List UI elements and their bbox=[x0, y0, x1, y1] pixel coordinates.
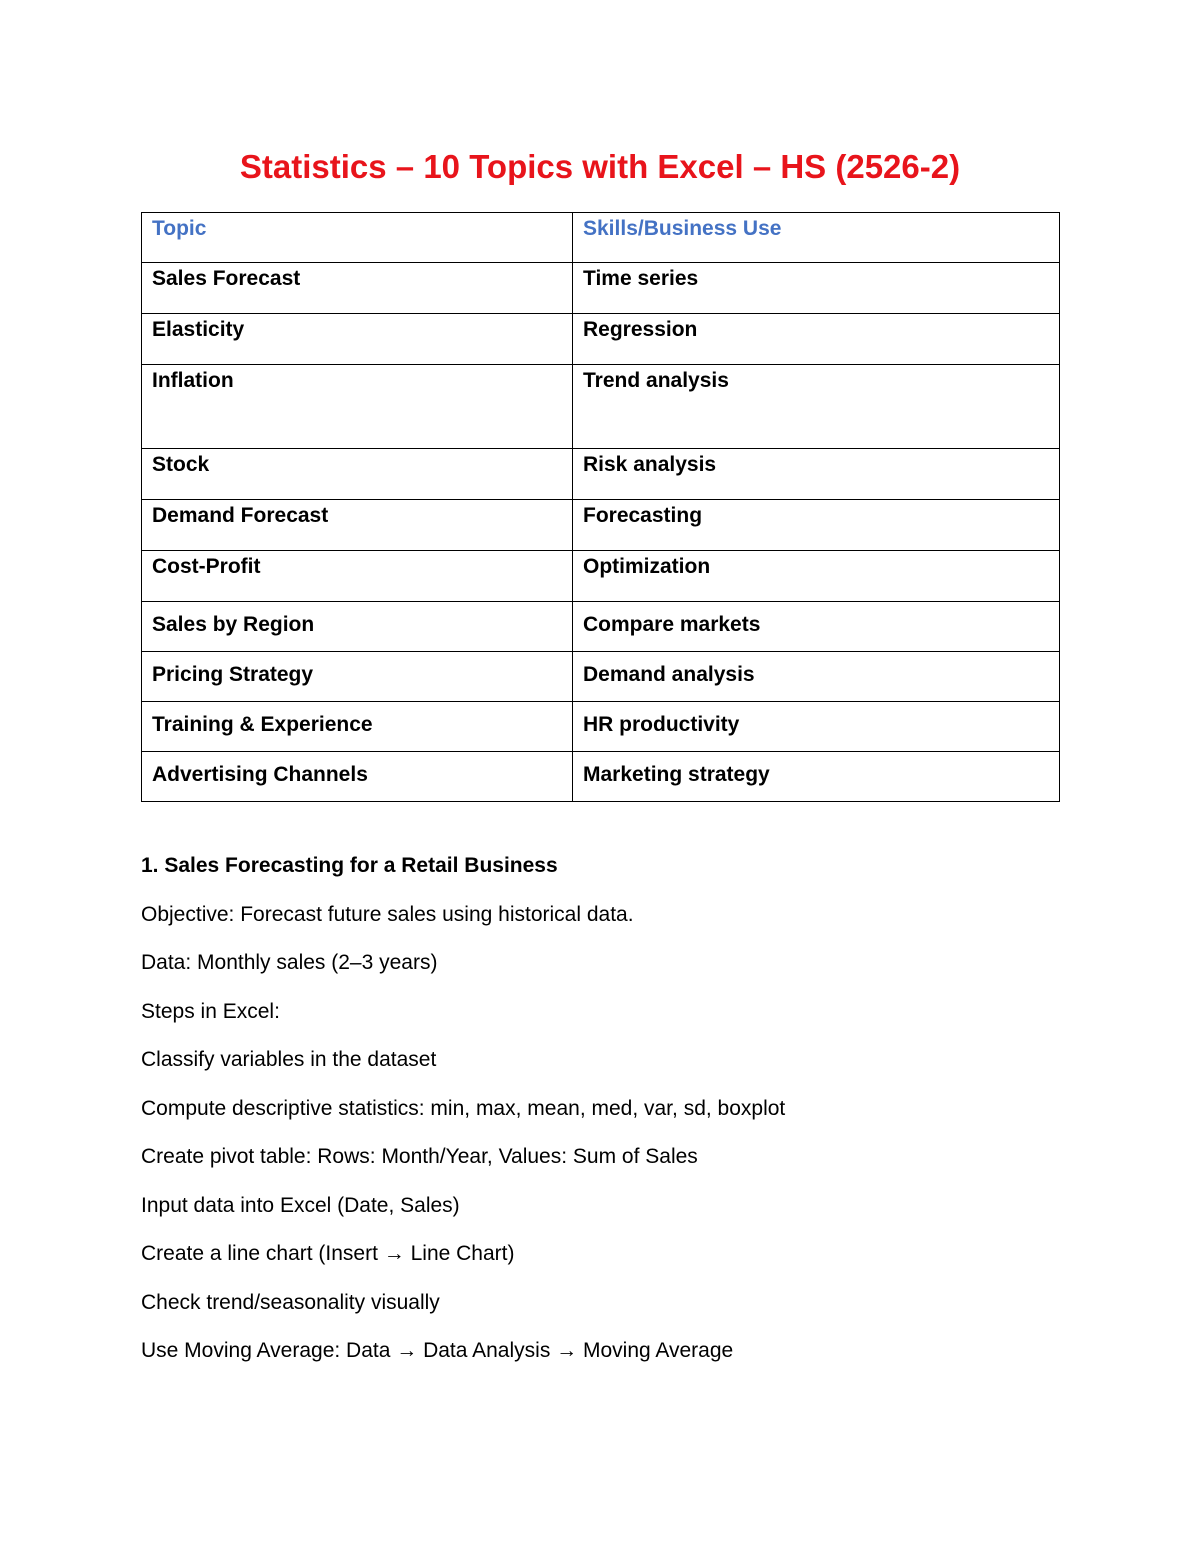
header-skills: Skills/Business Use bbox=[573, 213, 1060, 263]
topic-cell: Pricing Strategy bbox=[142, 652, 573, 702]
table-row bbox=[142, 449, 1060, 500]
step-item: Create pivot table: Rows: Month/Year, Values: Sum of Sales bbox=[141, 1145, 698, 1168]
table-row bbox=[142, 263, 1060, 314]
topics-table bbox=[141, 212, 1060, 802]
skill-cell: Risk analysis bbox=[573, 449, 1060, 500]
topic-cell: Cost-Profit bbox=[142, 551, 573, 602]
table-header-row bbox=[142, 213, 1060, 263]
table-row bbox=[142, 752, 1060, 802]
objective-line: Objective: Forecast future sales using historical data. bbox=[141, 902, 634, 926]
data-line: Data: Monthly sales (2–3 years) bbox=[141, 951, 438, 974]
section-heading: 1. Sales Forecasting for a Retail Business bbox=[141, 854, 558, 877]
topic-cell: Demand Forecast bbox=[142, 500, 573, 551]
header-topic: Topic bbox=[142, 213, 573, 263]
step-item: Compute descriptive statistics: min, max, mean, med, var, sd, boxplot bbox=[141, 1096, 786, 1120]
table-row bbox=[142, 500, 1060, 551]
skill-cell: HR productivity bbox=[573, 702, 1060, 752]
steps-label: Steps in Excel: bbox=[141, 999, 280, 1023]
topic-cell: Advertising Channels bbox=[142, 752, 573, 802]
topic-cell: Inflation bbox=[142, 365, 573, 449]
topic-cell: Stock bbox=[142, 449, 573, 500]
table-row bbox=[142, 652, 1060, 702]
skill-cell: Optimization bbox=[573, 551, 1060, 602]
skill-cell: Time series bbox=[573, 263, 1060, 314]
skill-cell: Trend analysis bbox=[573, 365, 1060, 449]
step-item: Input data into Excel (Date, Sales) bbox=[141, 1193, 460, 1217]
topic-cell: Sales by Region bbox=[142, 602, 573, 652]
skill-cell: Demand analysis bbox=[573, 652, 1060, 702]
skill-cell: Forecasting bbox=[573, 500, 1060, 551]
topic-cell: Training & Experience bbox=[142, 702, 573, 752]
document-title: Statistics – 10 Topics with Excel – HS (2526-2) bbox=[239, 148, 961, 185]
step-item: Classify variables in the dataset bbox=[141, 1048, 437, 1071]
step-item: Check trend/seasonality visually bbox=[141, 1290, 440, 1314]
skill-cell: Marketing strategy bbox=[573, 752, 1060, 802]
table-row bbox=[142, 551, 1060, 602]
skill-cell: Regression bbox=[573, 314, 1060, 365]
table-row bbox=[142, 602, 1060, 652]
table-row bbox=[142, 314, 1060, 365]
skill-cell: Compare markets bbox=[573, 602, 1060, 652]
topic-cell: Sales Forecast bbox=[142, 263, 573, 314]
section-sales-forecasting bbox=[141, 850, 1061, 1384]
step-item: Use Moving Average: Data → Data Analysis → Moving Average bbox=[141, 1339, 734, 1362]
step-item: Create a line chart (Insert → Line Chart) bbox=[141, 1242, 515, 1265]
topic-cell: Elasticity bbox=[142, 314, 573, 365]
table-row bbox=[142, 365, 1060, 449]
table-row bbox=[142, 702, 1060, 752]
